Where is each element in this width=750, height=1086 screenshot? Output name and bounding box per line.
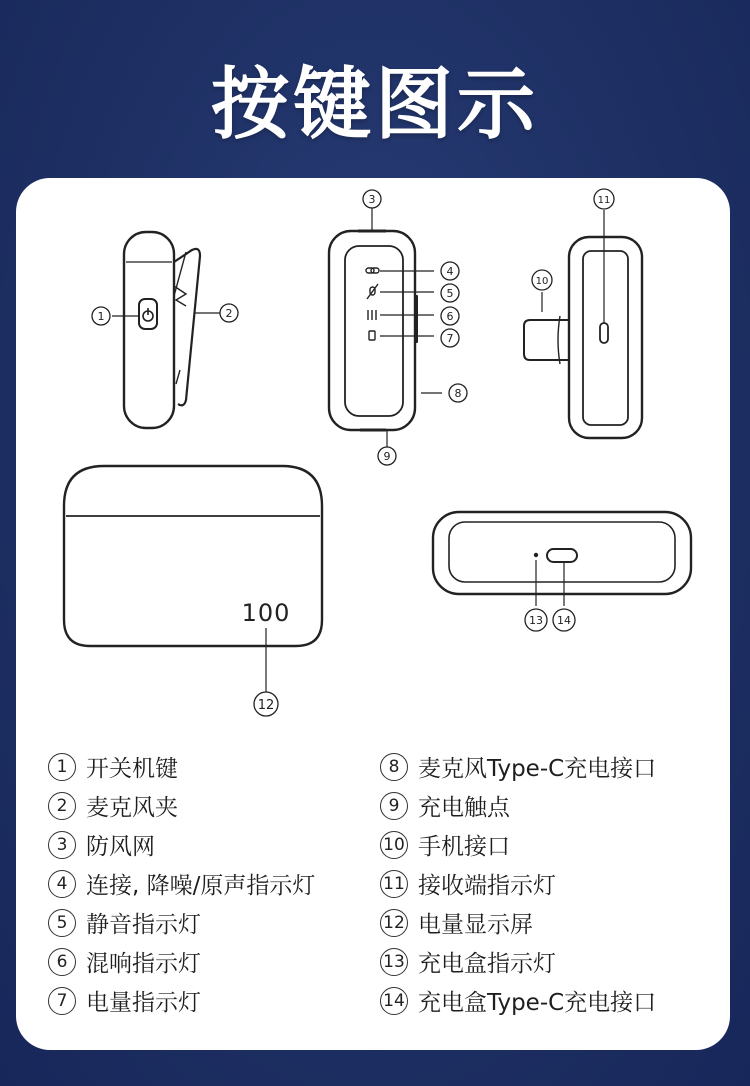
legend-item-8: 8 麦克风Type-C充电接口 xyxy=(380,750,656,783)
battery-icon xyxy=(369,331,375,340)
legend-label: 充电盒Type-C充电接口 xyxy=(418,990,657,1016)
svg-text:12: 12 xyxy=(257,698,275,713)
legend-item-11: 11 接收端指示灯 xyxy=(380,867,556,900)
legend-label: 麦克风夹 xyxy=(86,795,178,821)
case-display-readout: 100 xyxy=(241,599,291,627)
callout-6 xyxy=(441,307,459,325)
legend-item-14: 14 充电盒Type-C充电接口 xyxy=(380,984,656,1017)
svg-text:6: 6 xyxy=(446,310,454,323)
legend-item-7: 7 电量指示灯 xyxy=(48,984,201,1017)
svg-text:10: 10 xyxy=(535,276,549,287)
case-indicator-dot xyxy=(534,553,538,557)
microphone-side-view xyxy=(112,232,220,428)
usb-c-port-icon xyxy=(547,549,577,562)
legend-item-10: 10 手机接口 xyxy=(380,828,510,861)
charging-case-bottom xyxy=(433,512,691,606)
callout-7 xyxy=(441,329,459,347)
svg-text:14: 14 xyxy=(557,614,571,627)
legend-item-1: 1 开关机键 xyxy=(48,750,178,783)
callout-4 xyxy=(441,262,459,280)
legend-label: 麦克风Type-C充电接口 xyxy=(418,756,657,782)
callout-3 xyxy=(363,190,381,208)
charging-case-front xyxy=(64,466,322,692)
svg-text:4: 4 xyxy=(446,265,454,278)
reverb-icon xyxy=(368,310,376,320)
microphone-front-view xyxy=(329,208,442,447)
callout-11 xyxy=(594,189,614,209)
legend-label: 开关机键 xyxy=(86,756,178,782)
legend-item-5: 5 静音指示灯 xyxy=(48,906,201,939)
legend-label: 静音指示灯 xyxy=(86,912,201,938)
svg-text:5: 5 xyxy=(446,287,454,300)
callout-12 xyxy=(254,692,278,716)
svg-text:8: 8 xyxy=(454,387,462,400)
legend-label: 充电盒指示灯 xyxy=(418,951,556,977)
legend-label: 电量指示灯 xyxy=(86,990,201,1016)
legend-item-12: 12 电量显示屏 xyxy=(380,906,533,939)
callout-14 xyxy=(553,609,575,631)
svg-text:2: 2 xyxy=(225,307,233,320)
svg-text:11: 11 xyxy=(597,195,611,206)
svg-text:13: 13 xyxy=(529,614,543,627)
callout-1 xyxy=(92,307,110,325)
power-icon xyxy=(143,308,153,321)
legend-item-9: 9 充电触点 xyxy=(380,789,510,822)
legend-item-4: 4 连接, 降噪/原声指示灯 xyxy=(48,867,315,900)
callout-13 xyxy=(525,609,547,631)
svg-text:9: 9 xyxy=(383,450,391,463)
callout-2 xyxy=(220,304,238,322)
legend-item-2: 2 麦克风夹 xyxy=(48,789,178,822)
legend-item-6: 6 混响指示灯 xyxy=(48,945,201,978)
legend-item-3: 3 防风网 xyxy=(48,828,155,861)
callout-10 xyxy=(532,270,552,290)
page-title: 按键图示 xyxy=(210,60,539,150)
callouts xyxy=(92,189,614,716)
legend-label: 电量显示屏 xyxy=(418,912,533,938)
link-icon xyxy=(366,268,379,273)
legend-label: 混响指示灯 xyxy=(86,951,201,977)
svg-text:1: 1 xyxy=(97,310,105,323)
legend-label: 连接, 降噪/原声指示灯 xyxy=(86,873,316,899)
legend-label: 手机接口 xyxy=(418,834,510,860)
callout-8 xyxy=(449,384,467,402)
legend-label: 接收端指示灯 xyxy=(418,873,556,899)
mute-icon xyxy=(367,284,378,299)
callout-9 xyxy=(378,447,396,465)
receiver-view xyxy=(524,210,642,438)
callout-5 xyxy=(441,284,459,302)
legend-label: 防风网 xyxy=(86,834,155,860)
legend-item-13: 13 充电盒指示灯 xyxy=(380,945,556,978)
legend-label: 充电触点 xyxy=(418,795,510,821)
svg-text:3: 3 xyxy=(368,193,376,206)
svg-text:7: 7 xyxy=(446,332,454,345)
